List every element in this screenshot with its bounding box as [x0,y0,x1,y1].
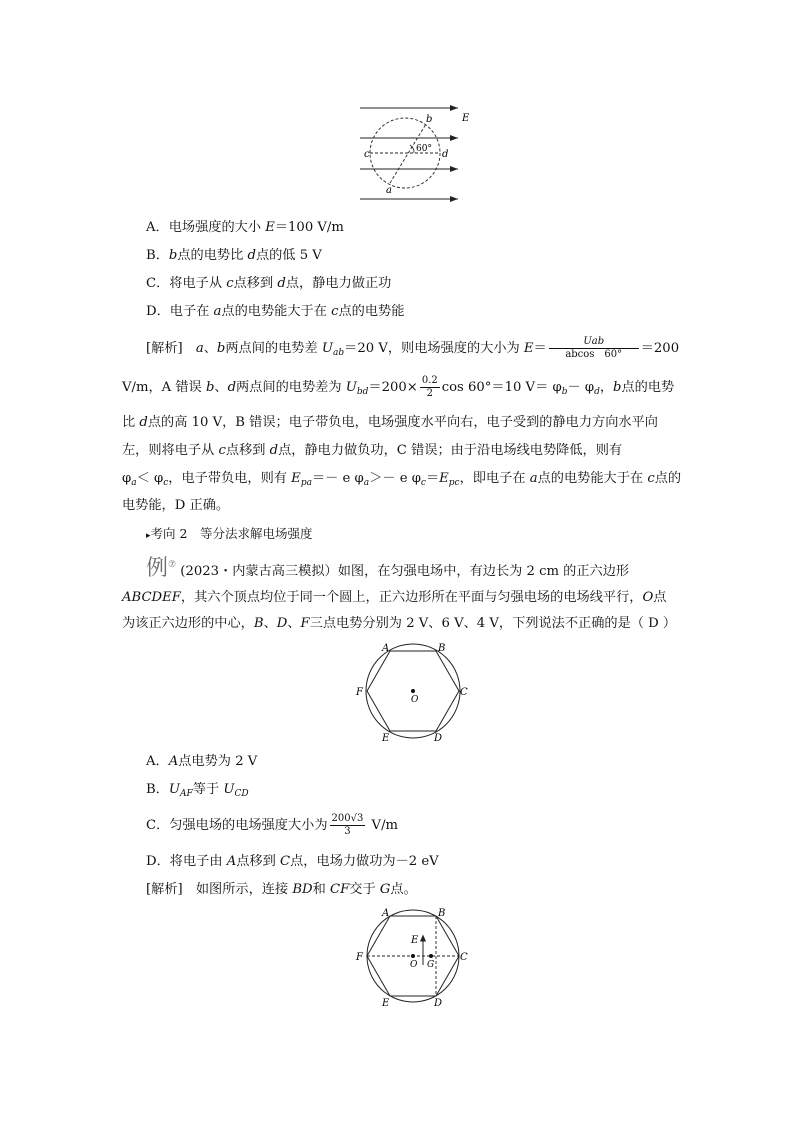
point-G [429,954,433,958]
q2-option-b: B．$U_{AF}$等于 $U_{CD}$ [146,782,249,799]
label-G: G [427,960,435,970]
label-O: O [411,695,419,705]
q1-analysis-line-5: $\varphi_a< \varphi_c$，电子带负电，则有 $E_{pa}=- e$ $\varphi_a>- e$ $\varphi_c=E_{pc}$，即电子在 a点的电势能大于在 c点的 [122,471,682,488]
label-C-2: C [460,952,468,963]
q1-analysis-line-1: [解析] a、b两点间的电势差 $U_{ab}=20$ V，则电场强度的大小为 E＝ $\frac{\text{Uab}}{abcos 60^\circ}$ ＝200 [146,336,680,360]
center-point [411,689,415,693]
label-C: C [460,687,468,698]
q2-option-a: A．A点电势为 2 V [146,754,258,769]
label-E-2: E [382,998,390,1009]
label-angle: 60° [416,144,432,154]
label-A-2: A [382,908,390,919]
fraction-e: $\frac{\text{Uab}}{abcos 60^\circ}$ [549,336,639,361]
label-O-2: O [410,960,418,970]
center-point-2 [411,954,415,958]
figure-hexagon [352,638,472,748]
q2-option-c: C．匀强电场的电场强度大小为 $\frac{200√3}{3}$ V/m [146,813,399,837]
label-E: E [382,733,390,744]
figure-field-circle [350,100,470,205]
label-A: A [382,643,390,654]
angle-arc [410,145,414,153]
fraction-field: $\frac{200√3}{3}$ [331,813,364,837]
label-B: B [438,643,446,654]
example-mark-icon: 例 [146,556,169,581]
fraction-half: $\frac{0.2}{2}$ [421,375,438,399]
q1-analysis-line-4: 左，则将电子从 c点移到 d点，静电力做负功，C 错误；由于沿电场线电势降低，则有 [122,443,623,458]
example7-line-2: ABCDEF，其六个顶点均位于同一个圆上，正六边形所在平面与匀强电场的电场线平行，O点 [122,590,667,605]
label-a: a [386,185,392,196]
label-b: b [426,114,433,125]
label-E-field: E [411,935,419,946]
label-E: E [462,113,470,124]
label-F: F [356,687,363,698]
example7-line-3: 为该正六边形的中心，B、D、F三点电势分别为 2 V、6 V、4 V，下列说法不正确的是（ D ） [122,616,677,631]
example7-line-1: 例⑦ (2023・内蒙古高三模拟）如图，在匀强电场中，有边长为 2 cm 的正六边形 [146,556,630,581]
label-d: d [442,149,449,160]
q2-analysis-line-1: [解析] 如图所示，连接 BD和 CF交于 G点。 [146,882,417,897]
q2-option-d: D．将电子由 A点移到 C点，电场力做功为－2 eV [146,854,439,869]
label-D-2: D [434,998,443,1009]
q1-option-a: A．电场强度的大小 E＝100 V/m [146,220,344,235]
q1-option-d: D．电子在 a点的电势能大于在 c点的电势能 [146,304,405,319]
section-arrow-icon: ▸ [146,531,151,541]
section-heading: ▸考向 2 等分法求解电场强度 [146,526,313,541]
q1-option-c: C．将电子从 c点移到 d点，静电力做正功 [146,276,392,291]
label-B-2: B [438,908,446,919]
label-D: D [434,733,443,744]
label-F-2: F [356,952,363,963]
q1-analysis-line-2: V/m，A 错误 b、d两点间的电势差为 $U_{bd}=200\times$ $\frac{0.2}{2}$ cos 60°＝10 $V= \varphi_b- \varphi_d$，b点的电势 [122,375,675,399]
q1-analysis-line-3: 比 d点的高 10 V，B 错误；电子带负电，电场强度水平向右，电子受到的静电力方向水平向 [122,415,658,430]
q1-option-b: B．b点的电势比 d点的低 5 V [146,248,322,263]
q1-analysis-line-6: 电势能，D 正确。 [122,498,230,513]
label-c: c [364,149,370,160]
figure-hexagon-construction [352,905,472,1010]
